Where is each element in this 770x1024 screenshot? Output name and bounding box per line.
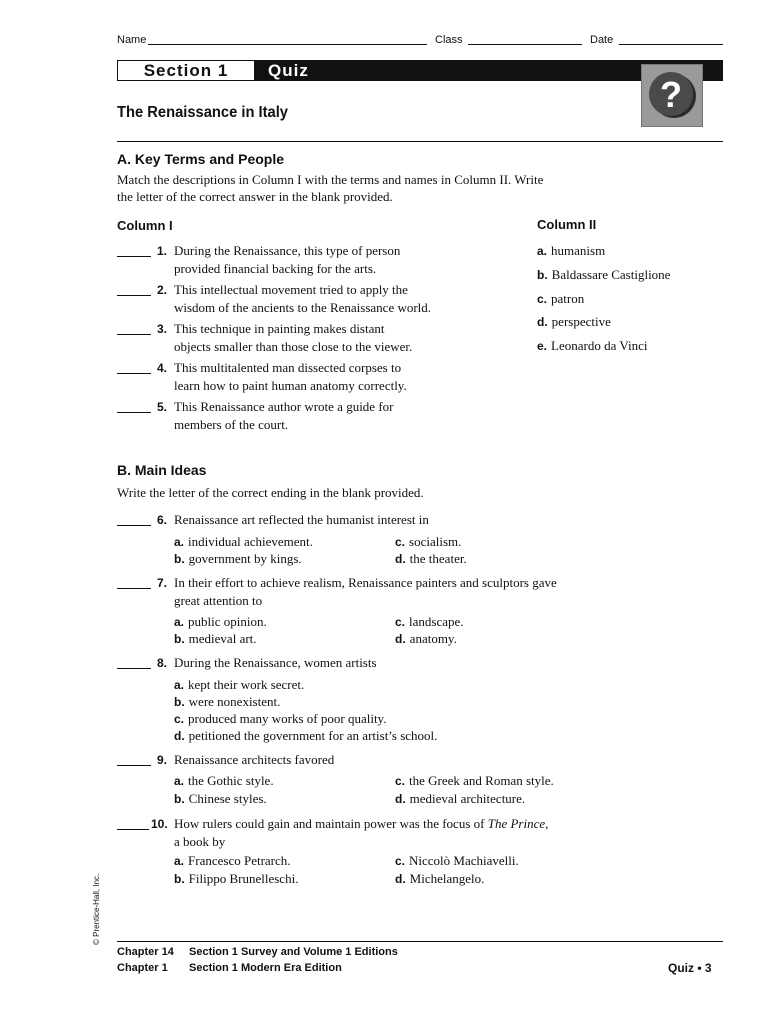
answer-blank-10[interactable] [117, 829, 149, 830]
section-label: Section 1 [117, 60, 255, 81]
q7-option-d-letter: d. [395, 632, 406, 646]
answer-e-letter: e. [537, 339, 548, 353]
item-2-line1: This intellectual movement tried to apply the [174, 282, 408, 297]
q9-option-a [174, 772, 274, 790]
item-3-text [174, 320, 494, 356]
item-3-line2: objects smaller than those close to the viewer. [174, 339, 413, 354]
answer-e [537, 337, 647, 355]
q7-option-d-text: anatomy. [409, 631, 457, 646]
q7-option-b [174, 630, 257, 648]
question-mark-graphic [642, 65, 702, 126]
item-4-line1: This multitalented man dissected corpses to [174, 360, 402, 375]
q9-option-d [395, 790, 525, 808]
column-2-heading: Column II [537, 217, 597, 232]
answer-blank-8[interactable] [117, 668, 151, 669]
answer-d-text: perspective [551, 314, 611, 329]
q6-option-b-letter: b. [174, 552, 185, 566]
item-number-4: 4. [157, 361, 168, 375]
q6-option-d-text: the theater. [409, 551, 467, 566]
question-number-9: 9. [157, 753, 168, 767]
q9-option-b-letter: b. [174, 792, 185, 806]
q7-option-c-text: landscape. [409, 614, 464, 629]
name-label: Name [117, 34, 147, 46]
q10-option-b-letter: b. [174, 872, 185, 886]
q10-option-c-text: Niccolò Machiavelli. [409, 853, 519, 868]
answer-d-letter: d. [537, 315, 548, 329]
q6-option-a-letter: a. [174, 535, 185, 549]
q8-option-a-letter: a. [174, 678, 185, 692]
item-2-line2: wisdom of the ancients to the Renaissance world. [174, 300, 432, 315]
item-1-line1: During the Renaissance, this type of person [174, 243, 401, 258]
q10-option-d [395, 870, 484, 888]
q9-option-c-letter: c. [395, 774, 406, 788]
q6-option-b-text: government by kings. [188, 551, 302, 566]
q9-option-a-letter: a. [174, 774, 185, 788]
item-4-text [174, 359, 494, 395]
question-7-stem [174, 574, 614, 610]
answer-e-text: Leonardo da Vinci [551, 338, 648, 353]
answer-c [537, 290, 584, 308]
column-1-heading: Column I [117, 218, 173, 233]
answer-b [537, 266, 670, 284]
q6-option-c-text: socialism. [409, 534, 462, 549]
answer-blank-1[interactable] [117, 256, 151, 257]
q10-option-c-letter: c. [395, 854, 406, 868]
q6-option-d [395, 550, 467, 568]
answer-blank-5[interactable] [117, 412, 151, 413]
part-a-instructions-2: the letter of the correct answer in the blank provided. [117, 189, 393, 204]
question-mark-glyph: ? [660, 74, 682, 115]
answer-blank-6[interactable] [117, 525, 151, 526]
q6-option-c-letter: c. [395, 535, 406, 549]
q9-option-c [395, 772, 554, 790]
quiz-label: Quiz [255, 60, 723, 81]
item-4-line2: learn how to paint human anatomy correctly. [174, 378, 407, 393]
question-mark-icon [641, 64, 703, 127]
question-7-stem-line1: In their effort to achieve realism, Renaissance painters and sculptors gave [174, 575, 557, 590]
footer-divider [117, 941, 723, 942]
answer-b-text: Baldassare Castiglione [551, 267, 671, 282]
q8-option-d-letter: d. [174, 729, 185, 743]
footer-chapter-14: Chapter 14 [117, 946, 174, 958]
question-10-stem [174, 815, 614, 851]
q7-option-a-text: public opinion. [188, 614, 267, 629]
page-title: The Renaissance in Italy [117, 104, 288, 121]
q9-option-a-text: the Gothic style. [188, 773, 274, 788]
item-1-line2: provided financial backing for the arts. [174, 261, 377, 276]
question-7-stem-line2: great attention to [174, 593, 263, 608]
question-10-stem-line2: a book by [174, 834, 226, 849]
answer-a [537, 242, 605, 260]
item-number-5: 5. [157, 400, 168, 414]
q8-option-c-text: produced many works of poor quality. [188, 711, 387, 726]
q9-option-b [174, 790, 267, 808]
q6-option-a-text: individual achievement. [188, 534, 313, 549]
footer-edition-2: Section 1 Modern Era Edition [189, 962, 342, 974]
part-b-instructions: Write the letter of the correct ending in the blank provided. [117, 485, 424, 500]
answer-b-letter: b. [537, 268, 548, 282]
q8-option-a [174, 676, 304, 694]
date-label: Date [590, 34, 614, 46]
q8-option-b-letter: b. [174, 695, 185, 709]
answer-blank-7[interactable] [117, 588, 151, 589]
page-number [668, 961, 712, 975]
q10-option-a-text: Francesco Petrarch. [188, 853, 291, 868]
q8-option-a-text: kept their work secret. [188, 677, 305, 692]
footer-chapter-1: Chapter 1 [117, 962, 168, 974]
answer-c-letter: c. [537, 292, 548, 306]
q8-option-b [174, 693, 280, 711]
page-number-text: Quiz • 3 [668, 961, 712, 975]
copyright-notice: © Prentice-Hall, Inc. [92, 873, 101, 945]
q8-option-c [174, 710, 386, 728]
footer-edition-1: Section 1 Survey and Volume 1 Editions [189, 946, 398, 958]
class-label: Class [435, 34, 463, 46]
q6-option-d-letter: d. [395, 552, 406, 566]
q10-option-a-letter: a. [174, 854, 185, 868]
answer-blank-2[interactable] [117, 295, 151, 296]
q10-option-b [174, 870, 298, 888]
q10-option-a [174, 852, 291, 870]
item-2-text [174, 281, 494, 317]
answer-blank-9[interactable] [117, 765, 151, 766]
q10-option-d-text: Michelangelo. [409, 871, 485, 886]
title-divider [117, 141, 723, 142]
item-number-3: 3. [157, 322, 168, 336]
q7-option-a-letter: a. [174, 615, 185, 629]
class-field-line[interactable] [468, 44, 582, 45]
q9-option-c-text: the Greek and Roman style. [409, 773, 554, 788]
q7-option-d [395, 630, 457, 648]
q7-option-b-letter: b. [174, 632, 185, 646]
item-3-line1: This technique in painting makes distant [174, 321, 385, 336]
q7-option-a [174, 613, 267, 631]
answer-d [537, 313, 611, 331]
question-10-stem-before: How rulers could gain and maintain power was the focus of [174, 816, 488, 831]
item-5-line2: members of the court. [174, 417, 289, 432]
q9-option-d-letter: d. [395, 792, 406, 806]
item-5-text [174, 398, 494, 434]
question-6-stem: Renaissance art reflected the humanist interest in [174, 512, 429, 527]
item-number-1: 1. [157, 244, 168, 258]
item-1-text [174, 242, 494, 278]
item-5-line1: This Renaissance author wrote a guide for [174, 399, 394, 414]
question-number-8: 8. [157, 656, 168, 670]
name-field-line[interactable] [148, 44, 427, 45]
answer-c-text: patron [551, 291, 585, 306]
part-a-heading: A. Key Terms and People [117, 151, 285, 167]
q6-option-c [395, 533, 461, 551]
question-9-stem: Renaissance architects favored [174, 752, 335, 767]
q9-option-b-text: Chinese styles. [188, 791, 267, 806]
q6-option-a [174, 533, 313, 551]
q8-option-b-text: were nonexistent. [188, 694, 281, 709]
question-10-stem-after: , [545, 816, 549, 831]
q10-option-d-letter: d. [395, 872, 406, 886]
part-b-heading: B. Main Ideas [117, 462, 207, 478]
q7-option-c-letter: c. [395, 615, 406, 629]
question-8-stem: During the Renaissance, women artists [174, 655, 377, 670]
question-number-10: 10. [151, 817, 168, 831]
answer-a-letter: a. [537, 244, 548, 258]
q8-option-d-text: petitioned the government for an artist’s school. [188, 728, 438, 743]
q10-option-c [395, 852, 519, 870]
part-a-instructions-1: Match the descriptions in Column I with the terms and names in Column II. Write [117, 172, 544, 187]
q9-option-d-text: medieval architecture. [409, 791, 526, 806]
q6-option-b [174, 550, 302, 568]
q7-option-c [395, 613, 464, 631]
q10-option-b-text: Filippo Brunelleschi. [188, 871, 299, 886]
question-number-7: 7. [157, 576, 168, 590]
date-field-line[interactable] [619, 44, 723, 45]
q8-option-d [174, 727, 437, 745]
answer-blank-3[interactable] [117, 334, 151, 335]
question-number-6: 6. [157, 513, 168, 527]
q7-option-b-text: medieval art. [188, 631, 257, 646]
question-10-book-title: The Prince [487, 816, 546, 831]
q8-option-c-letter: c. [174, 712, 185, 726]
answer-a-text: humanism [551, 243, 606, 258]
answer-blank-4[interactable] [117, 373, 151, 374]
item-number-2: 2. [157, 283, 168, 297]
